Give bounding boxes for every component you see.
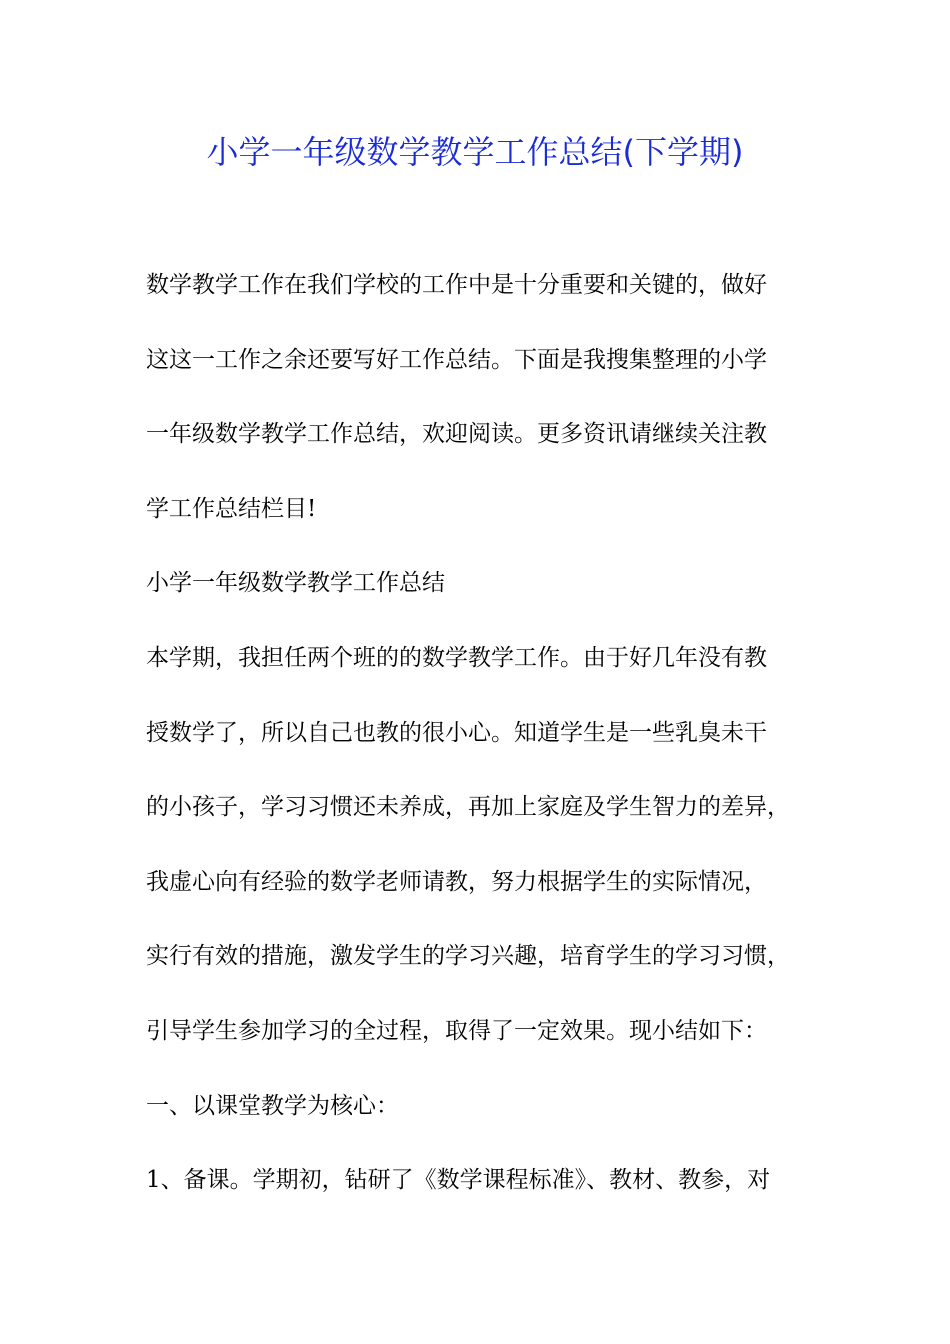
body-line: 1、备课。学期初，钻研了《数学课程标准》、教材、教参，对 — [146, 1167, 771, 1194]
section-heading: 小学一年级数学教学工作总结 — [146, 570, 445, 597]
body-line: 学工作总结栏目! — [146, 495, 317, 522]
document-body — [146, 263, 806, 1233]
body-line: 数学教学工作在我们学校的工作中是十分重要和关键的，做好 — [146, 272, 767, 298]
body-line: 实行有效的措施，激发学生的学习兴趣，培育学生的学习习惯， — [146, 943, 790, 970]
body-line: 这这一工作之余还要写好工作总结。下面是我搜集整理的小学 — [146, 346, 767, 373]
body-line: 一年级数学教学工作总结，欢迎阅读。更多资讯请继续关注教 — [146, 421, 767, 448]
body-line: 我虚心向有经验的数学老师请教，努力根据学生的实际情况， — [146, 868, 767, 895]
body-line: 引导学生参加学习的全过程，取得了一定效果。现小结如下： — [146, 1017, 767, 1044]
section-heading: 一、以课堂教学为核心： — [146, 1092, 399, 1119]
body-line: 的小孩子，学习习惯还未养成，再加上家庭及学生智力的差异， — [146, 794, 790, 821]
document-title: 小学一年级数学教学工作总结(下学期) — [206, 133, 744, 171]
body-line: 本学期，我担任两个班的的数学教学工作。由于好几年没有教 — [146, 644, 767, 671]
body-line: 授数学了，所以自己也教的很小心。知道学生是一些乳臭未干 — [146, 719, 767, 746]
